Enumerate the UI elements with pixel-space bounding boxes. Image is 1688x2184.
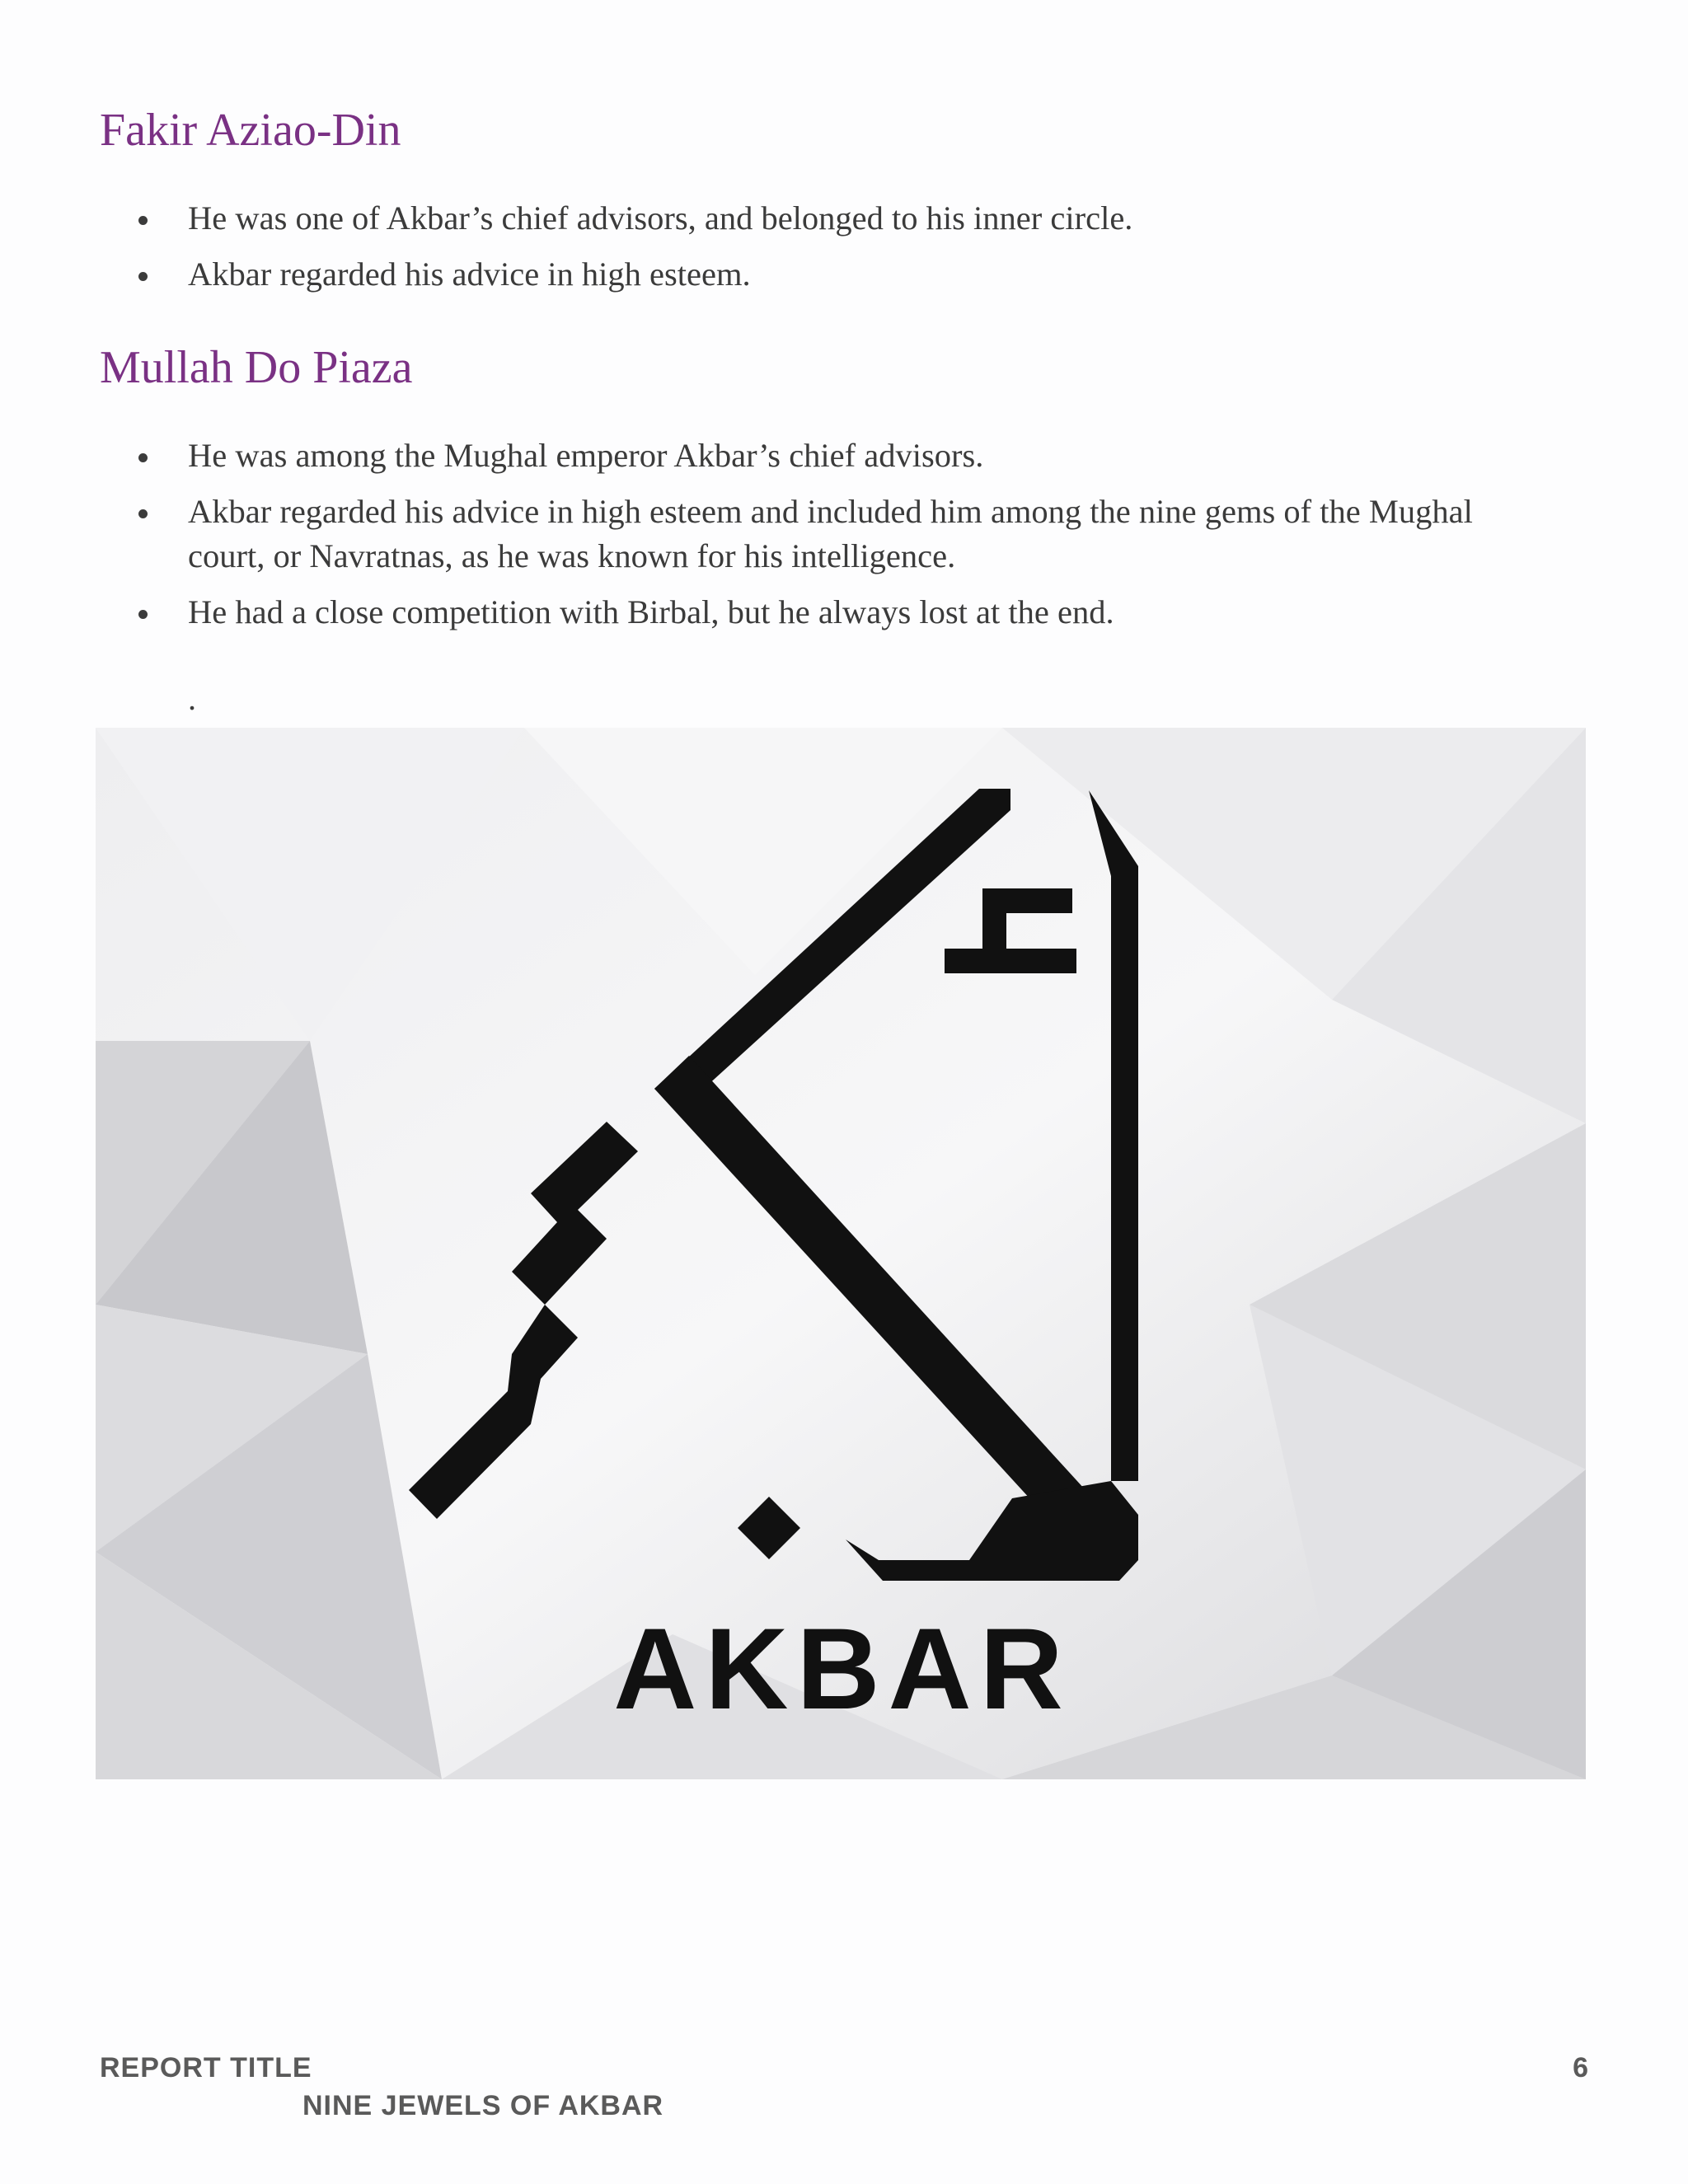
- akbar-calligraphy-logo-icon: [96, 728, 1586, 1779]
- footer-report-subtitle: NINE JEWELS OF AKBAR: [302, 2090, 664, 2121]
- list-item-text: He was one of Akbar’s chief advisors, and belonged to his inner circle.: [188, 199, 1133, 237]
- list-item: [0, 196, 1688, 241]
- bullet-list-mullah-do-piaza: [0, 434, 1688, 646]
- bullet-icon: [138, 610, 148, 619]
- footer-report-title: REPORT TITLE: [100, 2052, 312, 2083]
- list-item: [0, 434, 1688, 478]
- bullet-icon: [138, 272, 148, 281]
- list-item: [0, 490, 1688, 579]
- list-item-text: He was among the Mughal emperor Akbar’s chief advisors.: [188, 437, 984, 474]
- list-item: [0, 590, 1688, 635]
- bullet-icon: [138, 216, 148, 225]
- list-item-text: He had a close competition with Birbal, but he always lost at the end.: [188, 593, 1114, 630]
- list-item: [0, 252, 1688, 297]
- logo-wordmark: AKBAR: [613, 1604, 1071, 1733]
- akbar-logo-image: [96, 728, 1586, 1779]
- page-number: 6: [1573, 2052, 1588, 2083]
- list-item-text: Akbar regarded his advice in high esteem and included him among the nine gems of the Mughal court, or Navratnas, as he was known for his intelligence.: [188, 493, 1473, 574]
- bullet-icon: [138, 453, 148, 462]
- bullet-icon: [138, 509, 148, 518]
- section-heading-mullah-do-piaza: Mullah Do Piaza: [100, 342, 413, 393]
- list-item-text: Akbar regarded his advice in high esteem.: [188, 255, 751, 293]
- section-heading-fakir-aziao-din: Fakir Aziao-Din: [100, 105, 401, 156]
- stray-period: .: [188, 680, 196, 717]
- bullet-list-fakir-aziao-din: [0, 196, 1688, 308]
